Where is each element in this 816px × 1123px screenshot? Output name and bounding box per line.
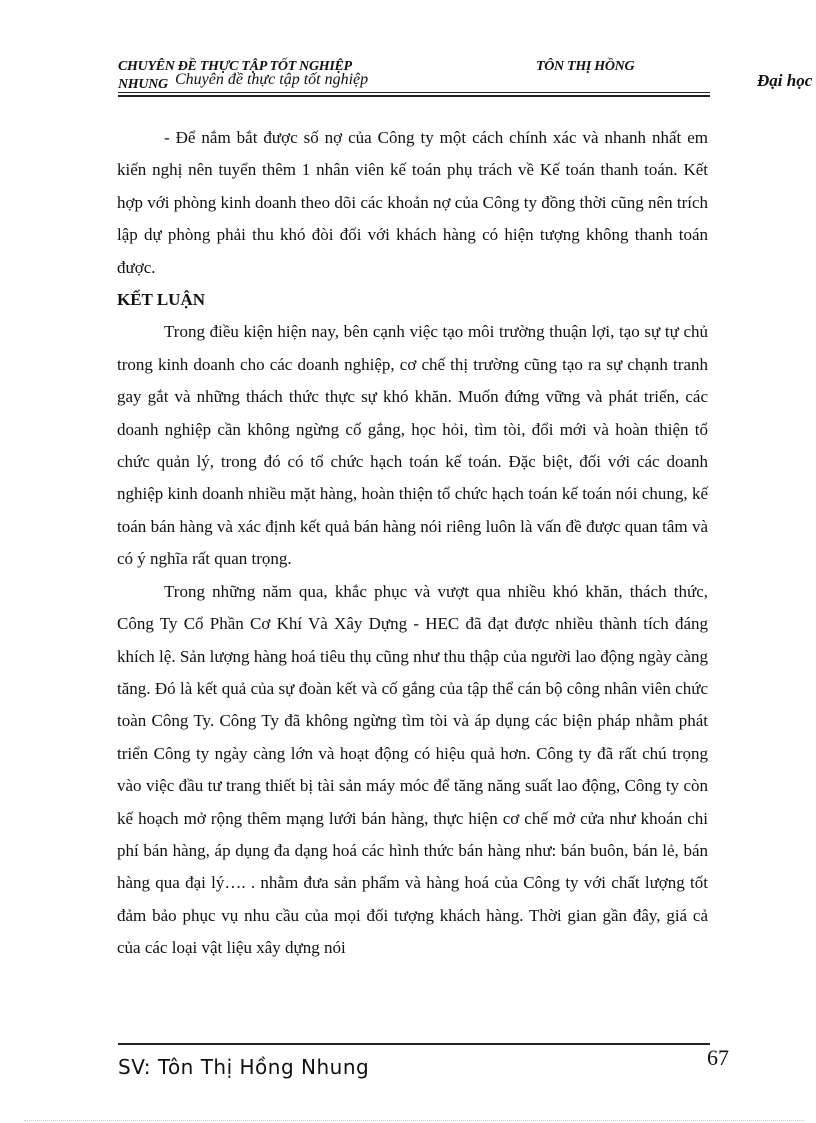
recommendation-bullet: - Để nắm bắt được số nợ của Công ty một cách chính xác và nhanh nhất em kiến nghị nên tuyển thêm 1 nhân viên kế toán phụ trách về Kế toán thanh toán. Kết hợp với phòng kinh doanh theo dõi các khoản nợ của Công ty đồng thời cũng nên trích lập dự phòng phải thu khó đòi đối với khách hàng có hiện tượng không thanh toán được. xyxy=(117,128,708,277)
header-title-continued: NHUNG xyxy=(118,77,168,92)
conclusion-paragraph-1: Trong điều kiện hiện nay, bên cạnh việc tạo môi trường thuận lợi, tạo sự tự chủ trong kinh doanh cho các doanh nghiệp, cơ chế thị trường cũng tạo ra sự chạnh tranh gay gắt và những thách thức thực sự khó khăn. Muốn đứng vững và phát triển, các doanh nghiệp cần không ngừng cố gắng, học hỏi, tìm tòi, đổi mới và hoàn thiện tổ chức quản lý, trong đó có tổ chức hạch toán kế toán. Đặc biệt, đối với các doanh nghiệp kinh doanh nhiều mặt hàng, hoàn thiện tổ chức hạch toán kế toán nói chung, kế toán bán hàng và xác định kết quả bán hàng nói riêng luôn là vấn đề được quan tâm và có ý nghĩa rất quan trọng. xyxy=(117,322,708,569)
page-edge-divider xyxy=(24,1120,804,1121)
header-university: Đại học xyxy=(757,71,813,90)
header-author: TÔN THỊ HỒNG xyxy=(536,59,635,74)
header-overlay-title: Chuyên đề thực tập tốt nghiệp xyxy=(175,71,369,88)
page-number: 67 xyxy=(707,1045,729,1070)
conclusion-paragraph-2: Trong những năm qua, khắc phục và vượt qua nhiều khó khăn, thách thức, Công Ty Cổ Phần Cơ Khí Và Xây Dựng - HEC đã đạt được nhiều thành tích đáng khích lệ. Sản lượng hàng hoá tiêu thụ cũng như thu thập của người lao động ngày càng tăng. Đó là kết quả của sự đoàn kết và cố gắng của tập thể cán bộ công nhân viên chức toàn Công Ty. Công Ty đã không ngừng tìm tòi và áp dụng các biện pháp nhằm phát triển Công ty ngày càng lớn và hoạt động có hiệu quả hơn. Công ty đã rất chú trọng vào việc đầu tư trang thiết bị tài sản máy móc để tăng năng suất lao động, Công ty còn kế hoạch mở rộng thêm mạng lưới bán hàng, thực hiện cơ chế mở cửa như khoán chi phí bán hàng, áp dụng đa dạng hoá các hình thức bán hàng như: bán buôn, bán lẻ, bán hàng qua đại lý…. . nhằm đưa sản phẩm và hàng hoá của Công ty với chất lượng tốt đảm bảo phục vụ nhu cầu của mọi đối tượng khách hàng. Thời gian gần đây, giá cả của các loại vật liệu xây dựng nói xyxy=(117,581,708,958)
page-body xyxy=(117,122,708,965)
header-rule-thick xyxy=(118,95,710,97)
section-heading: KẾT LUẬN xyxy=(117,290,206,310)
header-title: CHUYÊN ĐỀ THỰC TẬP TỐT NGHIỆP xyxy=(118,59,352,74)
footer-student-name: SV: Tôn Thị Hồng Nhung xyxy=(118,1055,370,1079)
footer-rule xyxy=(118,1043,710,1045)
header-rule-thin xyxy=(118,92,710,93)
